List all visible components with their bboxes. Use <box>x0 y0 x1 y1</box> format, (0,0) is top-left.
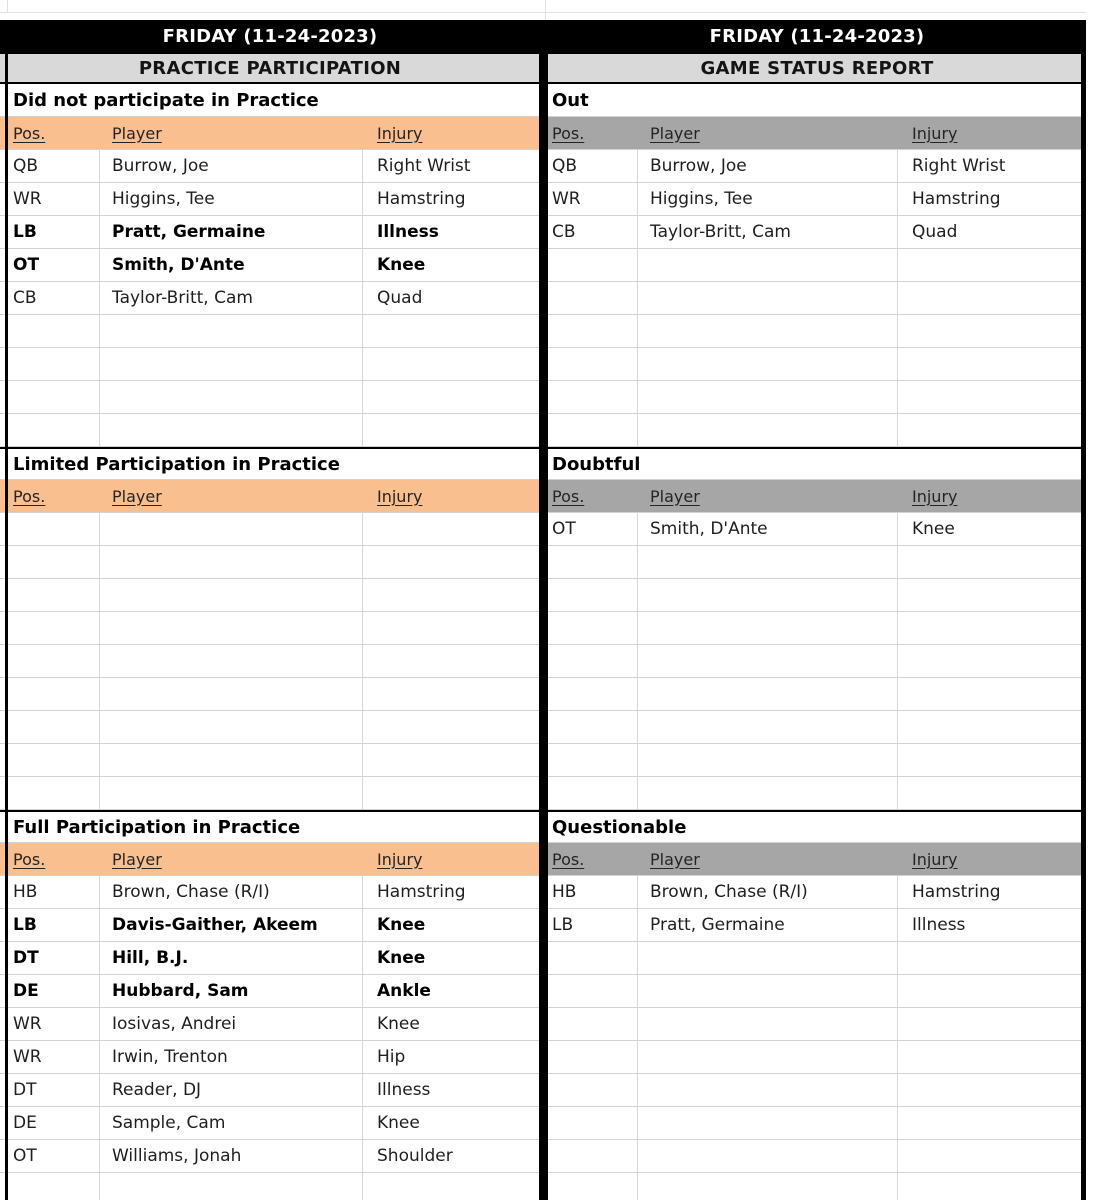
empty-row <box>548 678 1086 711</box>
player-cell[interactable]: Burrow, Joe <box>638 150 898 182</box>
column-header-row <box>0 117 540 150</box>
empty-row <box>548 1107 1086 1140</box>
empty-cell[interactable] <box>638 975 898 1007</box>
player-row <box>0 249 540 282</box>
pos-cell[interactable]: WR <box>0 1008 100 1040</box>
injury-cell[interactable]: Hamstring <box>377 882 466 902</box>
empty-cell[interactable] <box>548 777 638 809</box>
pos-cell[interactable]: DT <box>0 942 100 974</box>
column-header-player[interactable]: Player <box>112 849 162 869</box>
injury-cell[interactable]: Right Wrist <box>377 156 471 176</box>
player-row <box>0 975 540 1008</box>
empty-cell[interactable] <box>638 612 898 644</box>
empty-cell[interactable] <box>638 678 898 710</box>
column-header-injury[interactable]: Injury <box>377 123 423 143</box>
empty-cell[interactable] <box>0 315 100 347</box>
player-row <box>0 1107 540 1140</box>
empty-row <box>548 1041 1086 1074</box>
empty-cell[interactable] <box>100 513 363 545</box>
panel-left-border <box>5 52 8 1200</box>
empty-cell[interactable] <box>898 546 1086 578</box>
empty-cell[interactable] <box>638 744 898 776</box>
pos-cell[interactable]: OT <box>0 249 100 281</box>
player-row <box>548 513 1086 546</box>
empty-cell[interactable] <box>898 348 1086 380</box>
player-cell[interactable]: Taylor-Britt, Cam <box>638 216 898 248</box>
empty-cell[interactable] <box>548 1041 638 1073</box>
empty-cell[interactable] <box>548 1173 638 1200</box>
empty-row <box>0 711 540 744</box>
empty-cell[interactable] <box>548 249 638 281</box>
player-row <box>548 876 1086 909</box>
pos-cell[interactable]: QB <box>548 150 638 182</box>
empty-cell[interactable] <box>363 678 540 710</box>
player-cell[interactable]: Taylor-Britt, Cam <box>100 282 363 314</box>
empty-cell[interactable] <box>363 381 540 413</box>
injury-cell[interactable]: Hip <box>377 1047 406 1067</box>
injury-cell[interactable]: Knee <box>912 519 955 539</box>
pos-cell[interactable]: LB <box>548 909 638 941</box>
injury-cell[interactable]: Hamstring <box>912 882 1001 902</box>
empty-cell[interactable] <box>100 546 363 578</box>
column-header-injury[interactable]: Injury <box>377 486 423 506</box>
player-cell[interactable]: Smith, D'Ante <box>638 513 898 545</box>
empty-row <box>0 645 540 678</box>
empty-row <box>548 414 1086 447</box>
empty-cell[interactable] <box>363 744 540 776</box>
empty-cell[interactable] <box>0 348 100 380</box>
empty-cell[interactable] <box>898 414 1086 446</box>
empty-cell[interactable] <box>638 1107 898 1139</box>
empty-cell[interactable] <box>363 1173 540 1200</box>
injury-cell[interactable]: Illness <box>377 1080 431 1100</box>
injury-cell[interactable]: Shoulder <box>377 1146 453 1166</box>
empty-cell[interactable] <box>548 975 638 1007</box>
empty-row <box>548 711 1086 744</box>
empty-cell[interactable] <box>898 282 1086 314</box>
column-header-injury[interactable]: Injury <box>912 486 958 506</box>
section-heading[interactable]: Limited Participation in Practice <box>0 447 540 480</box>
empty-cell[interactable] <box>363 711 540 743</box>
empty-cell[interactable] <box>100 678 363 710</box>
empty-cell[interactable] <box>548 348 638 380</box>
empty-row <box>548 1140 1086 1173</box>
empty-cell[interactable] <box>548 1008 638 1040</box>
injury-cell[interactable]: Hamstring <box>912 189 1001 209</box>
sheet-gridline <box>0 12 1086 13</box>
empty-cell[interactable] <box>0 612 100 644</box>
empty-cell[interactable] <box>898 249 1086 281</box>
sheet-gridline <box>7 0 8 12</box>
empty-cell[interactable] <box>100 315 363 347</box>
empty-cell[interactable] <box>638 1074 898 1106</box>
empty-row <box>0 381 540 414</box>
pos-cell[interactable]: DE <box>0 1107 100 1139</box>
pos-cell[interactable]: WR <box>0 183 100 215</box>
empty-cell[interactable] <box>100 612 363 644</box>
empty-cell[interactable] <box>548 579 638 611</box>
empty-cell[interactable] <box>548 414 638 446</box>
empty-cell[interactable] <box>363 546 540 578</box>
empty-cell[interactable] <box>0 579 100 611</box>
section-heading[interactable]: Did not participate in Practice <box>0 84 540 117</box>
practice-date-header: FRIDAY (11-24-2023) <box>162 25 378 47</box>
column-header-pos[interactable]: Pos. <box>13 486 46 506</box>
empty-cell[interactable] <box>0 381 100 413</box>
empty-cell[interactable] <box>638 315 898 347</box>
empty-row <box>548 942 1086 975</box>
empty-row <box>548 1008 1086 1041</box>
empty-cell[interactable] <box>898 612 1086 644</box>
game-date-header: FRIDAY (11-24-2023) <box>709 25 925 47</box>
pos-cell[interactable]: QB <box>0 150 100 182</box>
injury-cell[interactable]: Quad <box>912 222 958 242</box>
player-row <box>0 876 540 909</box>
pos-cell[interactable]: OT <box>0 1140 100 1172</box>
player-cell[interactable]: Brown, Chase (R/I) <box>638 876 898 908</box>
empty-cell[interactable] <box>898 678 1086 710</box>
empty-cell[interactable] <box>638 1140 898 1172</box>
player-cell[interactable]: Davis-Gaither, Akeem <box>100 909 363 941</box>
column-header-row <box>548 117 1086 150</box>
column-header-row <box>0 480 540 513</box>
panel-divider-border <box>539 52 548 1200</box>
empty-cell[interactable] <box>548 678 638 710</box>
player-row <box>0 216 540 249</box>
sheet-gridline <box>545 0 546 20</box>
pos-cell[interactable]: DT <box>0 1074 100 1106</box>
empty-row <box>548 645 1086 678</box>
player-cell[interactable]: Irwin, Trenton <box>100 1041 363 1073</box>
empty-cell[interactable] <box>898 942 1086 974</box>
empty-row <box>0 579 540 612</box>
empty-cell[interactable] <box>0 711 100 743</box>
empty-cell[interactable] <box>363 348 540 380</box>
player-row <box>0 909 540 942</box>
column-header-injury[interactable]: Injury <box>912 123 958 143</box>
empty-cell[interactable] <box>100 579 363 611</box>
empty-cell[interactable] <box>548 612 638 644</box>
player-row <box>548 150 1086 183</box>
section-heading[interactable]: Out <box>548 84 1086 117</box>
empty-cell[interactable] <box>100 711 363 743</box>
injury-cell[interactable]: Quad <box>377 288 423 308</box>
empty-cell[interactable] <box>898 975 1086 1007</box>
empty-row <box>0 612 540 645</box>
player-row <box>0 1041 540 1074</box>
section-heading[interactable]: Doubtful <box>548 447 1086 480</box>
empty-row <box>548 777 1086 810</box>
column-header-pos[interactable]: Pos. <box>13 849 46 869</box>
empty-cell[interactable] <box>548 1140 638 1172</box>
player-row <box>0 1008 540 1041</box>
empty-row <box>0 1173 540 1200</box>
empty-cell[interactable] <box>363 645 540 677</box>
player-row <box>548 183 1086 216</box>
empty-cell[interactable] <box>898 1008 1086 1040</box>
pos-cell[interactable]: HB <box>548 876 638 908</box>
practice-participation-panel <box>0 52 540 1200</box>
empty-cell[interactable] <box>363 777 540 809</box>
injury-cell[interactable]: Knee <box>377 1113 420 1133</box>
column-header-pos[interactable]: Pos. <box>552 486 585 506</box>
player-cell[interactable]: Hubbard, Sam <box>100 975 363 1007</box>
empty-cell[interactable] <box>100 414 363 446</box>
injury-cell[interactable]: Right Wrist <box>912 156 1006 176</box>
injury-cell[interactable]: Knee <box>377 255 426 275</box>
injury-cell[interactable]: Knee <box>377 915 426 935</box>
empty-cell[interactable] <box>363 612 540 644</box>
empty-cell[interactable] <box>898 579 1086 611</box>
empty-cell[interactable] <box>548 942 638 974</box>
empty-row <box>548 579 1086 612</box>
column-header-pos[interactable]: Pos. <box>552 849 585 869</box>
column-header-player[interactable]: Player <box>112 486 162 506</box>
empty-cell[interactable] <box>898 1074 1086 1106</box>
player-row <box>548 216 1086 249</box>
injury-cell[interactable]: Illness <box>377 222 439 242</box>
empty-cell[interactable] <box>0 744 100 776</box>
empty-row <box>548 744 1086 777</box>
player-cell[interactable]: Higgins, Tee <box>638 183 898 215</box>
empty-cell[interactable] <box>548 546 638 578</box>
empty-cell[interactable] <box>898 381 1086 413</box>
player-cell[interactable]: Hill, B.J. <box>100 942 363 974</box>
empty-cell[interactable] <box>898 744 1086 776</box>
column-header-pos[interactable]: Pos. <box>552 123 585 143</box>
empty-cell[interactable] <box>638 249 898 281</box>
empty-cell[interactable] <box>898 645 1086 677</box>
empty-cell[interactable] <box>100 744 363 776</box>
injury-cell[interactable]: Knee <box>377 948 426 968</box>
column-header-row <box>548 843 1086 876</box>
player-row <box>0 942 540 975</box>
empty-cell[interactable] <box>548 315 638 347</box>
empty-cell[interactable] <box>638 711 898 743</box>
player-cell[interactable]: Burrow, Joe <box>100 150 363 182</box>
pos-cell[interactable]: LB <box>0 909 100 941</box>
empty-row <box>548 315 1086 348</box>
empty-cell[interactable] <box>638 348 898 380</box>
empty-cell[interactable] <box>363 579 540 611</box>
empty-cell[interactable] <box>363 414 540 446</box>
empty-row <box>0 348 540 381</box>
column-header-player[interactable]: Player <box>650 849 700 869</box>
player-cell[interactable]: Brown, Chase (R/I) <box>100 876 363 908</box>
empty-cell[interactable] <box>638 546 898 578</box>
empty-row <box>0 513 540 546</box>
empty-cell[interactable] <box>638 1008 898 1040</box>
game-status-panel <box>548 52 1086 1200</box>
empty-cell[interactable] <box>0 777 100 809</box>
game-status-title: GAME STATUS REPORT <box>548 52 1086 84</box>
pos-cell[interactable]: DE <box>0 975 100 1007</box>
player-row <box>0 1074 540 1107</box>
empty-cell[interactable] <box>100 348 363 380</box>
empty-cell[interactable] <box>638 1173 898 1200</box>
pos-cell[interactable]: LB <box>0 216 100 248</box>
empty-cell[interactable] <box>0 414 100 446</box>
empty-cell[interactable] <box>898 1041 1086 1073</box>
empty-cell[interactable] <box>0 1173 100 1200</box>
section-heading[interactable]: Full Participation in Practice <box>0 810 540 843</box>
date-header-bar <box>0 20 1086 52</box>
empty-cell[interactable] <box>100 1173 363 1200</box>
empty-cell[interactable] <box>100 777 363 809</box>
empty-cell[interactable] <box>898 1107 1086 1139</box>
empty-cell[interactable] <box>548 282 638 314</box>
column-header-injury[interactable]: Injury <box>912 849 958 869</box>
empty-cell[interactable] <box>0 645 100 677</box>
empty-cell[interactable] <box>0 678 100 710</box>
empty-row <box>548 612 1086 645</box>
empty-row <box>548 381 1086 414</box>
player-row <box>0 282 540 315</box>
empty-cell[interactable] <box>898 315 1086 347</box>
empty-row <box>548 1173 1086 1200</box>
pos-cell[interactable]: CB <box>0 282 100 314</box>
player-row <box>0 1140 540 1173</box>
pos-cell[interactable]: CB <box>548 216 638 248</box>
empty-row <box>0 414 540 447</box>
empty-cell[interactable] <box>0 546 100 578</box>
empty-row <box>548 1074 1086 1107</box>
empty-cell[interactable] <box>548 711 638 743</box>
empty-row <box>548 282 1086 315</box>
pos-cell[interactable]: HB <box>0 876 100 908</box>
empty-cell[interactable] <box>363 513 540 545</box>
empty-row <box>0 315 540 348</box>
column-header-pos[interactable]: Pos. <box>13 123 46 143</box>
empty-row <box>0 777 540 810</box>
empty-cell[interactable] <box>638 381 898 413</box>
empty-cell[interactable] <box>638 1041 898 1073</box>
pos-cell[interactable]: WR <box>548 183 638 215</box>
injury-cell[interactable]: Hamstring <box>377 189 466 209</box>
injury-cell[interactable]: Knee <box>377 1014 420 1034</box>
panel-right-border <box>1081 52 1086 1200</box>
empty-row <box>548 975 1086 1008</box>
column-header-row <box>0 843 540 876</box>
player-row <box>548 909 1086 942</box>
empty-cell[interactable] <box>100 381 363 413</box>
empty-cell[interactable] <box>898 1173 1086 1200</box>
empty-row <box>548 546 1086 579</box>
empty-cell[interactable] <box>100 645 363 677</box>
practice-participation-title: PRACTICE PARTICIPATION <box>0 52 540 84</box>
empty-cell[interactable] <box>548 1107 638 1139</box>
player-cell[interactable]: Williams, Jonah <box>100 1140 363 1172</box>
column-header-player[interactable]: Player <box>650 486 700 506</box>
player-cell[interactable]: Sample, Cam <box>100 1107 363 1139</box>
column-header-injury[interactable]: Injury <box>377 849 423 869</box>
empty-cell[interactable] <box>638 645 898 677</box>
column-header-player[interactable]: Player <box>650 123 700 143</box>
player-row <box>0 183 540 216</box>
empty-cell[interactable] <box>548 1074 638 1106</box>
empty-cell[interactable] <box>898 1140 1086 1172</box>
empty-cell[interactable] <box>638 942 898 974</box>
empty-cell[interactable] <box>638 282 898 314</box>
column-header-row <box>548 480 1086 513</box>
empty-cell[interactable] <box>898 711 1086 743</box>
empty-row <box>548 249 1086 282</box>
empty-cell[interactable] <box>638 579 898 611</box>
pos-cell[interactable]: WR <box>0 1041 100 1073</box>
player-cell[interactable]: Higgins, Tee <box>100 183 363 215</box>
empty-cell[interactable] <box>548 381 638 413</box>
empty-cell[interactable] <box>548 744 638 776</box>
empty-cell[interactable] <box>638 777 898 809</box>
empty-row <box>548 348 1086 381</box>
player-cell[interactable]: Pratt, Germaine <box>100 216 363 248</box>
player-row <box>0 150 540 183</box>
empty-cell[interactable] <box>363 315 540 347</box>
pos-cell[interactable]: OT <box>548 513 638 545</box>
player-cell[interactable]: Iosivas, Andrei <box>100 1008 363 1040</box>
empty-cell[interactable] <box>638 414 898 446</box>
empty-cell[interactable] <box>0 513 100 545</box>
injury-cell[interactable]: Ankle <box>377 981 431 1001</box>
empty-row <box>0 744 540 777</box>
empty-cell[interactable] <box>548 645 638 677</box>
section-heading[interactable]: Questionable <box>548 810 1086 843</box>
empty-row <box>0 546 540 579</box>
empty-cell[interactable] <box>898 777 1086 809</box>
player-cell[interactable]: Smith, D'Ante <box>100 249 363 281</box>
player-cell[interactable]: Reader, DJ <box>100 1074 363 1106</box>
injury-cell[interactable]: Illness <box>912 915 966 935</box>
column-header-player[interactable]: Player <box>112 123 162 143</box>
player-cell[interactable]: Pratt, Germaine <box>638 909 898 941</box>
empty-row <box>0 678 540 711</box>
